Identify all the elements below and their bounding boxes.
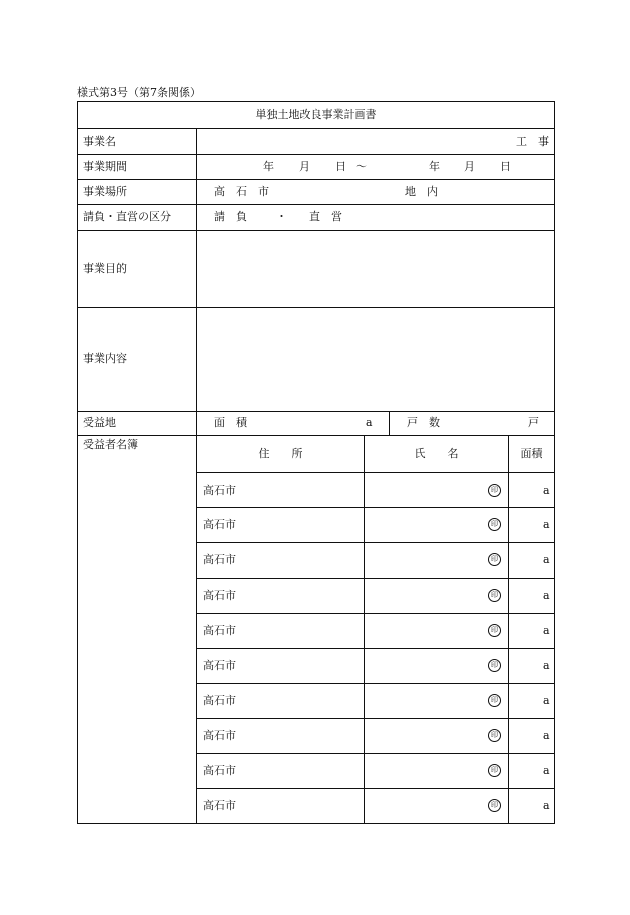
area-unit: a bbox=[543, 484, 550, 497]
seal-mark: 印 bbox=[488, 624, 501, 637]
project-plan-form bbox=[77, 101, 555, 824]
seal-mark: 印 bbox=[488, 659, 501, 672]
header-area: 面積 bbox=[520, 447, 543, 460]
beneficiary-address: 高石市 bbox=[203, 589, 236, 602]
label-period: 事業期間 bbox=[83, 160, 127, 173]
header-name: 氏 名 bbox=[414, 447, 459, 460]
seal-mark: 印 bbox=[488, 764, 501, 777]
label-contract: 請負・直営の区分 bbox=[83, 210, 171, 223]
beneficiary-address: 高石市 bbox=[203, 729, 236, 742]
area-unit: a bbox=[543, 729, 550, 742]
seal-mark: 印 bbox=[488, 799, 501, 812]
seal-mark: 印 bbox=[488, 589, 501, 602]
beneficiary-address: 高石市 bbox=[203, 659, 236, 672]
period-end-year: 年 bbox=[429, 160, 440, 173]
period-start-year: 年 bbox=[263, 160, 274, 173]
label-beneficiaries: 受益者名簿 bbox=[83, 438, 138, 451]
contract-separator: ・ bbox=[276, 210, 287, 223]
period-start-month: 月 bbox=[299, 160, 310, 173]
contract-option-2: 直 営 bbox=[309, 210, 342, 223]
period-start-day: 日 bbox=[335, 160, 346, 173]
households-unit: 戸 bbox=[528, 416, 539, 429]
label-benefit-land: 受益地 bbox=[83, 416, 116, 429]
area-unit: a bbox=[543, 659, 550, 672]
benefit-area-unit: a bbox=[366, 416, 373, 429]
label-location: 事業場所 bbox=[83, 185, 127, 198]
location-city: 高 石 市 bbox=[214, 185, 269, 198]
seal-mark: 印 bbox=[488, 553, 501, 566]
period-end-day: 日 bbox=[500, 160, 511, 173]
project-name-suffix: 工 事 bbox=[516, 135, 549, 148]
area-unit: a bbox=[543, 764, 550, 777]
label-content: 事業内容 bbox=[83, 352, 127, 365]
households-label: 戸 数 bbox=[407, 416, 440, 429]
period-end-month: 月 bbox=[464, 160, 475, 173]
location-area: 地 内 bbox=[405, 185, 438, 198]
header-address: 住 所 bbox=[258, 447, 303, 460]
label-purpose: 事業目的 bbox=[83, 262, 127, 275]
area-unit: a bbox=[543, 694, 550, 707]
beneficiary-address: 高石市 bbox=[203, 624, 236, 637]
form-number: 様式第3号（第7条関係） bbox=[77, 86, 201, 99]
benefit-area-label: 面 積 bbox=[214, 416, 247, 429]
seal-mark: 印 bbox=[488, 518, 501, 531]
area-unit: a bbox=[543, 624, 550, 637]
period-tilde: 〜 bbox=[356, 160, 367, 173]
area-unit: a bbox=[543, 518, 550, 531]
beneficiary-address: 高石市 bbox=[203, 799, 236, 812]
form-title: 単独土地改良事業計画書 bbox=[255, 108, 377, 121]
beneficiary-address: 高石市 bbox=[203, 553, 236, 566]
label-project-name: 事業名 bbox=[83, 135, 116, 148]
area-unit: a bbox=[543, 589, 550, 602]
seal-mark: 印 bbox=[488, 694, 501, 707]
beneficiary-address: 高石市 bbox=[203, 764, 236, 777]
seal-mark: 印 bbox=[488, 484, 501, 497]
seal-mark: 印 bbox=[488, 729, 501, 742]
area-unit: a bbox=[543, 799, 550, 812]
beneficiary-address: 高石市 bbox=[203, 484, 236, 497]
area-unit: a bbox=[543, 553, 550, 566]
beneficiary-address: 高石市 bbox=[203, 518, 236, 531]
contract-option-1: 請 負 bbox=[214, 210, 247, 223]
beneficiary-address: 高石市 bbox=[203, 694, 236, 707]
